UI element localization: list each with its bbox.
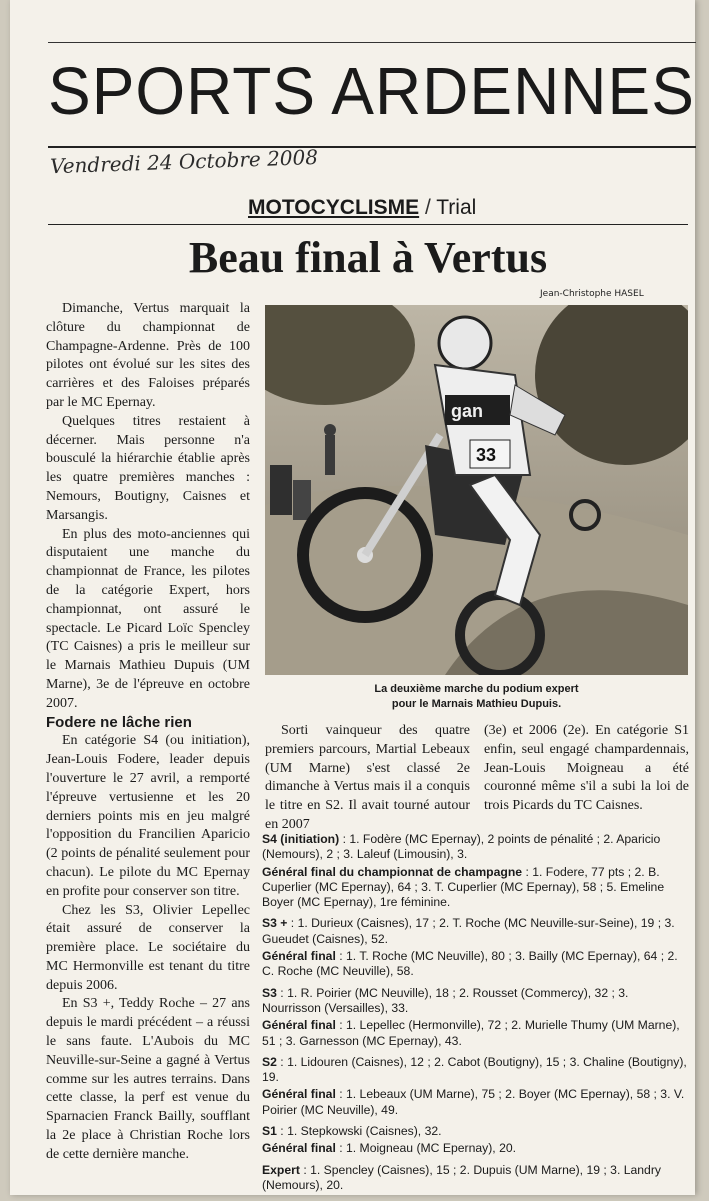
paragraph: Sorti vainqueur des quatre premiers parcours, Martial Lebeaux (UM Marne) s'est classé 2e dimanche à Vertus mais il a conquis le titre en S2. Il avait tourné autour en 2007 [265, 723, 470, 832]
result-line: Général final : 1. Lepellec (Hermonville), 72 ; 2. Murielle Thumy (UM Marne), 51 ; 3. Garnesson (MC Epernay), 43. [262, 1018, 680, 1048]
rubric-separator: / [419, 196, 437, 219]
result-line: S4 (initiation) : 1. Fodère (MC Epernay), 2 points de pénalité ; 2. Aparicio (Nemours), 2 ; 3. Laleuf (Limousin), 3. [262, 832, 661, 862]
photo-illustration [265, 305, 688, 675]
result-line: Général final du championnat de champagne : 1. Fodere, 77 pts ; 2. B. Cuperlier (MC Epernay), 64 ; 3. T. Cuperlier (MC Epernay), 58 ; 5. Emeline Boyer (MC Epernay), 1re féminine. [262, 864, 665, 910]
paragraph: Dimanche, Vertus marquait la clôture du championnat de Champagne-Ardenne. Près de 100 pilotes ont évolué sur les sites des carrières et des Faloises préparés par le MC Epernay. [46, 301, 250, 410]
results-box [262, 832, 690, 1195]
paragraph: En plus des moto-anciennes qui disputaient une manche du championnat de France, les pilotes de la catégorie Expert, hors championnat, ont assuré le spectacle. Le Picard Loïc Spencley (TC Caisnes) a pris le meilleur sur le Marnais Mathieu Dupuis (UM Marne), 3e de l'épreuve en octobre 2007. [46, 526, 250, 711]
result-line: S1 : 1. Stepkowski (Caisnes), 32. [262, 1124, 442, 1139]
paragraph: Quelques titres restaient à décerner. Mais personne n'a bousculé la hiérarchie établie après les quatre premières manches : Nemours, Boutigny, Caisnes et Marsangis. [46, 413, 250, 523]
trial-rider-photo [265, 305, 688, 675]
rider-helmet [439, 317, 491, 369]
paragraph: En S3 +, Teddy Roche – 27 ans depuis le mardi précédent – a réussi le sans faute. L'Aubois du MC Neuville-sur-Seine a gagné à Vertus comme sur les autres terrains. Dans cette classe, la perf est venue du Sparnacien Franck Bailly, soufflant la 2e place à Christian Roche lors de cette dernière manche. [46, 996, 250, 1162]
masthead-title: SPORTS ARDENNES [48, 53, 695, 129]
article-column-1 [46, 300, 250, 1165]
article-subhead: Fodere ne lâche rien [46, 713, 192, 731]
photo-credit: Jean-Christophe HASEL [540, 289, 644, 299]
paragraph: Chez les S3, Olivier Lepellec était assuré de conserver la première place. Le sociétaire du MC Hermonville est tenant du titre depuis 2006. [46, 902, 250, 993]
rubric-divider [48, 224, 688, 225]
photo-caption [265, 682, 688, 712]
article-column-3 [484, 722, 689, 816]
rubric-sub: Trial [436, 196, 477, 219]
article-headline: Beau final à Vertus [188, 233, 548, 282]
svg-text:gan: gan [451, 401, 484, 421]
caption-line: pour le Marnais Mathieu Dupuis. [391, 698, 562, 710]
result-line: S3 : 1. R. Poirier (MC Neuville), 18 ; 2. Rousset (Commercy), 32 ; 3. Nourrisson (Versailles), 33. [262, 985, 629, 1015]
rubric-main: MOTOCYCLISME [248, 196, 420, 219]
spectator [293, 480, 311, 520]
result-line: Général final : 1. Moigneau (MC Epernay), 20. [262, 1141, 517, 1156]
rider-number-plate: 33 [476, 445, 497, 465]
result-line: S2 : 1. Lidouren (Caisnes), 12 ; 2. Cabot (Boutigny), 15 ; 3. Chaline (Boutigny), 19. [262, 1054, 687, 1085]
result-line: Expert : 1. Spencley (Caisnes), 15 ; 2. Dupuis (UM Marne), 19 ; 3. Landry (Nemours), 20. [262, 1162, 661, 1192]
spectator [270, 465, 292, 515]
paragraph: En catégorie S4 (ou initiation), Jean-Louis Fodere, leader depuis l'ouverture le 27 avril, a remporté l'épreuve vertusienne et les 20 derniers points mis en jeu malgré l'opposition du Francilien Aparicio (2 points de pénalité seulement pour chacun). Le pilote du MC Epernay en profite pour conserver son titre. [46, 733, 250, 899]
handwritten-date: Vendredi 24 Octobre 2008 [49, 144, 319, 179]
result-line: S3 + : 1. Durieux (Caisnes), 17 ; 2. T. Roche (MC Neuville-sur-Seine), 19 ; 3. Gueudet (Caisnes), 52. [262, 916, 675, 946]
article-column-2 [265, 722, 470, 835]
caption-line: La deuxième marche du podium expert [374, 683, 579, 695]
result-line: Général final : 1. T. Roche (MC Neuville), 80 ; 3. Bailly (MC Epernay), 64 ; 2. C. Roche (MC Neuville), 58. [262, 949, 678, 979]
section-rubric [248, 196, 476, 220]
paragraph: (3e) et 2006 (2e). En catégorie S1 enfin, seul engagé champardennais, Jean-Louis Moigneau a été couronné même s'il a subi la loi de trois Picards du TC Caisnes. [484, 723, 689, 814]
spectator [325, 435, 335, 475]
result-line: Général final : 1. Lebeaux (UM Marne), 75 ; 2. Boyer (MC Epernay), 58 ; 3. V. Poirier (MC Neuville), 49. [262, 1087, 685, 1117]
